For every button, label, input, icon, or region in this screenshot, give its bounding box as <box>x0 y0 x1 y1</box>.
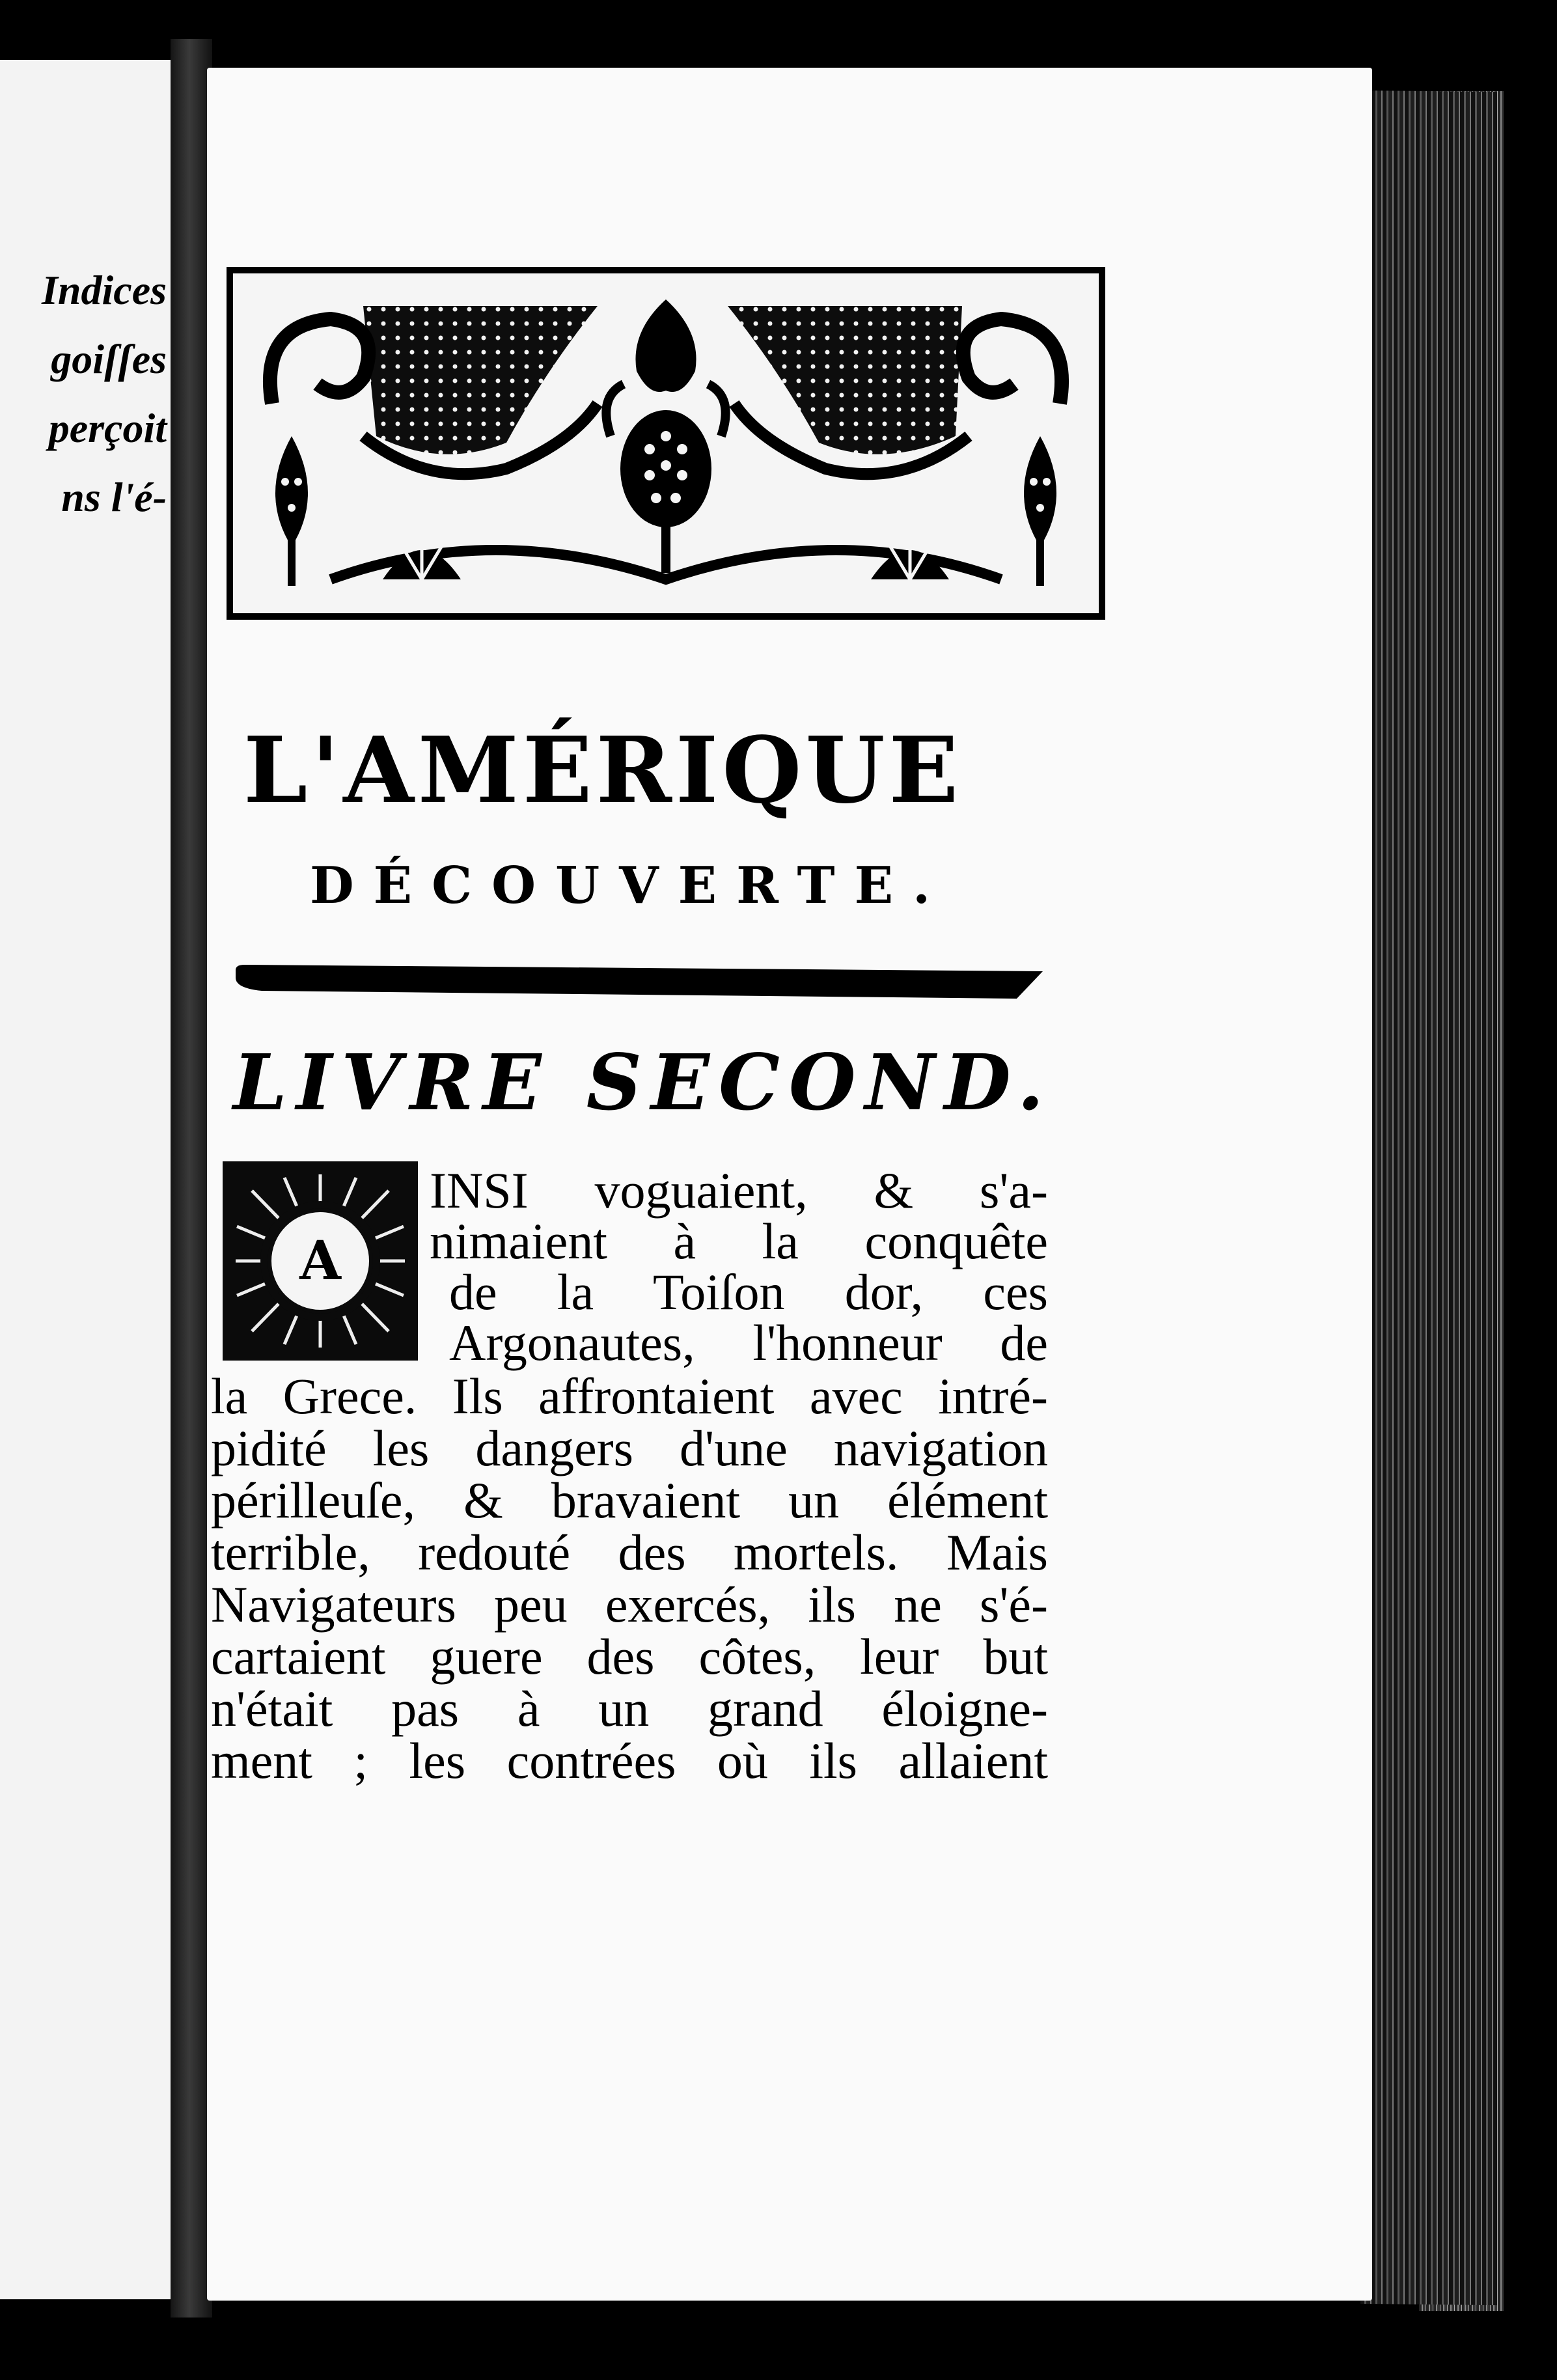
ornamental-dropcap <box>223 1161 418 1361</box>
text-line: périlleuſe, & bravaient un élément <box>211 1472 1048 1529</box>
decorative-rule <box>236 965 1043 999</box>
left-page-fragment: goiſſes <box>51 336 167 382</box>
book-fore-edge <box>1360 90 1497 2305</box>
text-line: pidité les dangers d'une navigation <box>211 1420 1048 1476</box>
text-line: Navigateurs peu exercés, ils ne s'é- <box>211 1576 1048 1633</box>
headpiece-ornament-graphic <box>233 273 1099 613</box>
text-line: Argonautes, l'honneur de <box>449 1314 1048 1371</box>
left-page-fragment: ns l'é- <box>61 474 167 520</box>
page-title: L'AMÉRIQUE <box>243 717 963 824</box>
ornamental-headpiece <box>227 267 1105 620</box>
book-gutter <box>171 39 212 2318</box>
book-heading: LIVRE SECOND. <box>233 1037 1053 1128</box>
left-page-fragment: Indices <box>42 267 167 313</box>
previous-page <box>0 60 174 2299</box>
page-subtitle: DÉCOUVERTE. <box>310 856 950 915</box>
text-line: INSI voguaient, & s'a- <box>430 1162 1048 1219</box>
text-line: ment ; les contrées où ils allaient <box>211 1732 1048 1789</box>
text-line: cartaient guere des côtes, leur but <box>211 1628 1048 1685</box>
main-page <box>207 68 1372 2301</box>
text-line: la Grece. Ils affrontaient avec intré- <box>211 1368 1048 1424</box>
text-line: n'était pas à un grand éloigne- <box>211 1680 1048 1737</box>
text-line: de la Toiſon dor, ces <box>449 1264 1048 1320</box>
dropcap-letter: A <box>299 1230 341 1292</box>
text-line: nimaient à la conquête <box>430 1213 1048 1269</box>
left-page-fragment: perçoit <box>48 405 167 451</box>
text-line: terrible, redouté des mortels. Mais <box>211 1524 1048 1581</box>
